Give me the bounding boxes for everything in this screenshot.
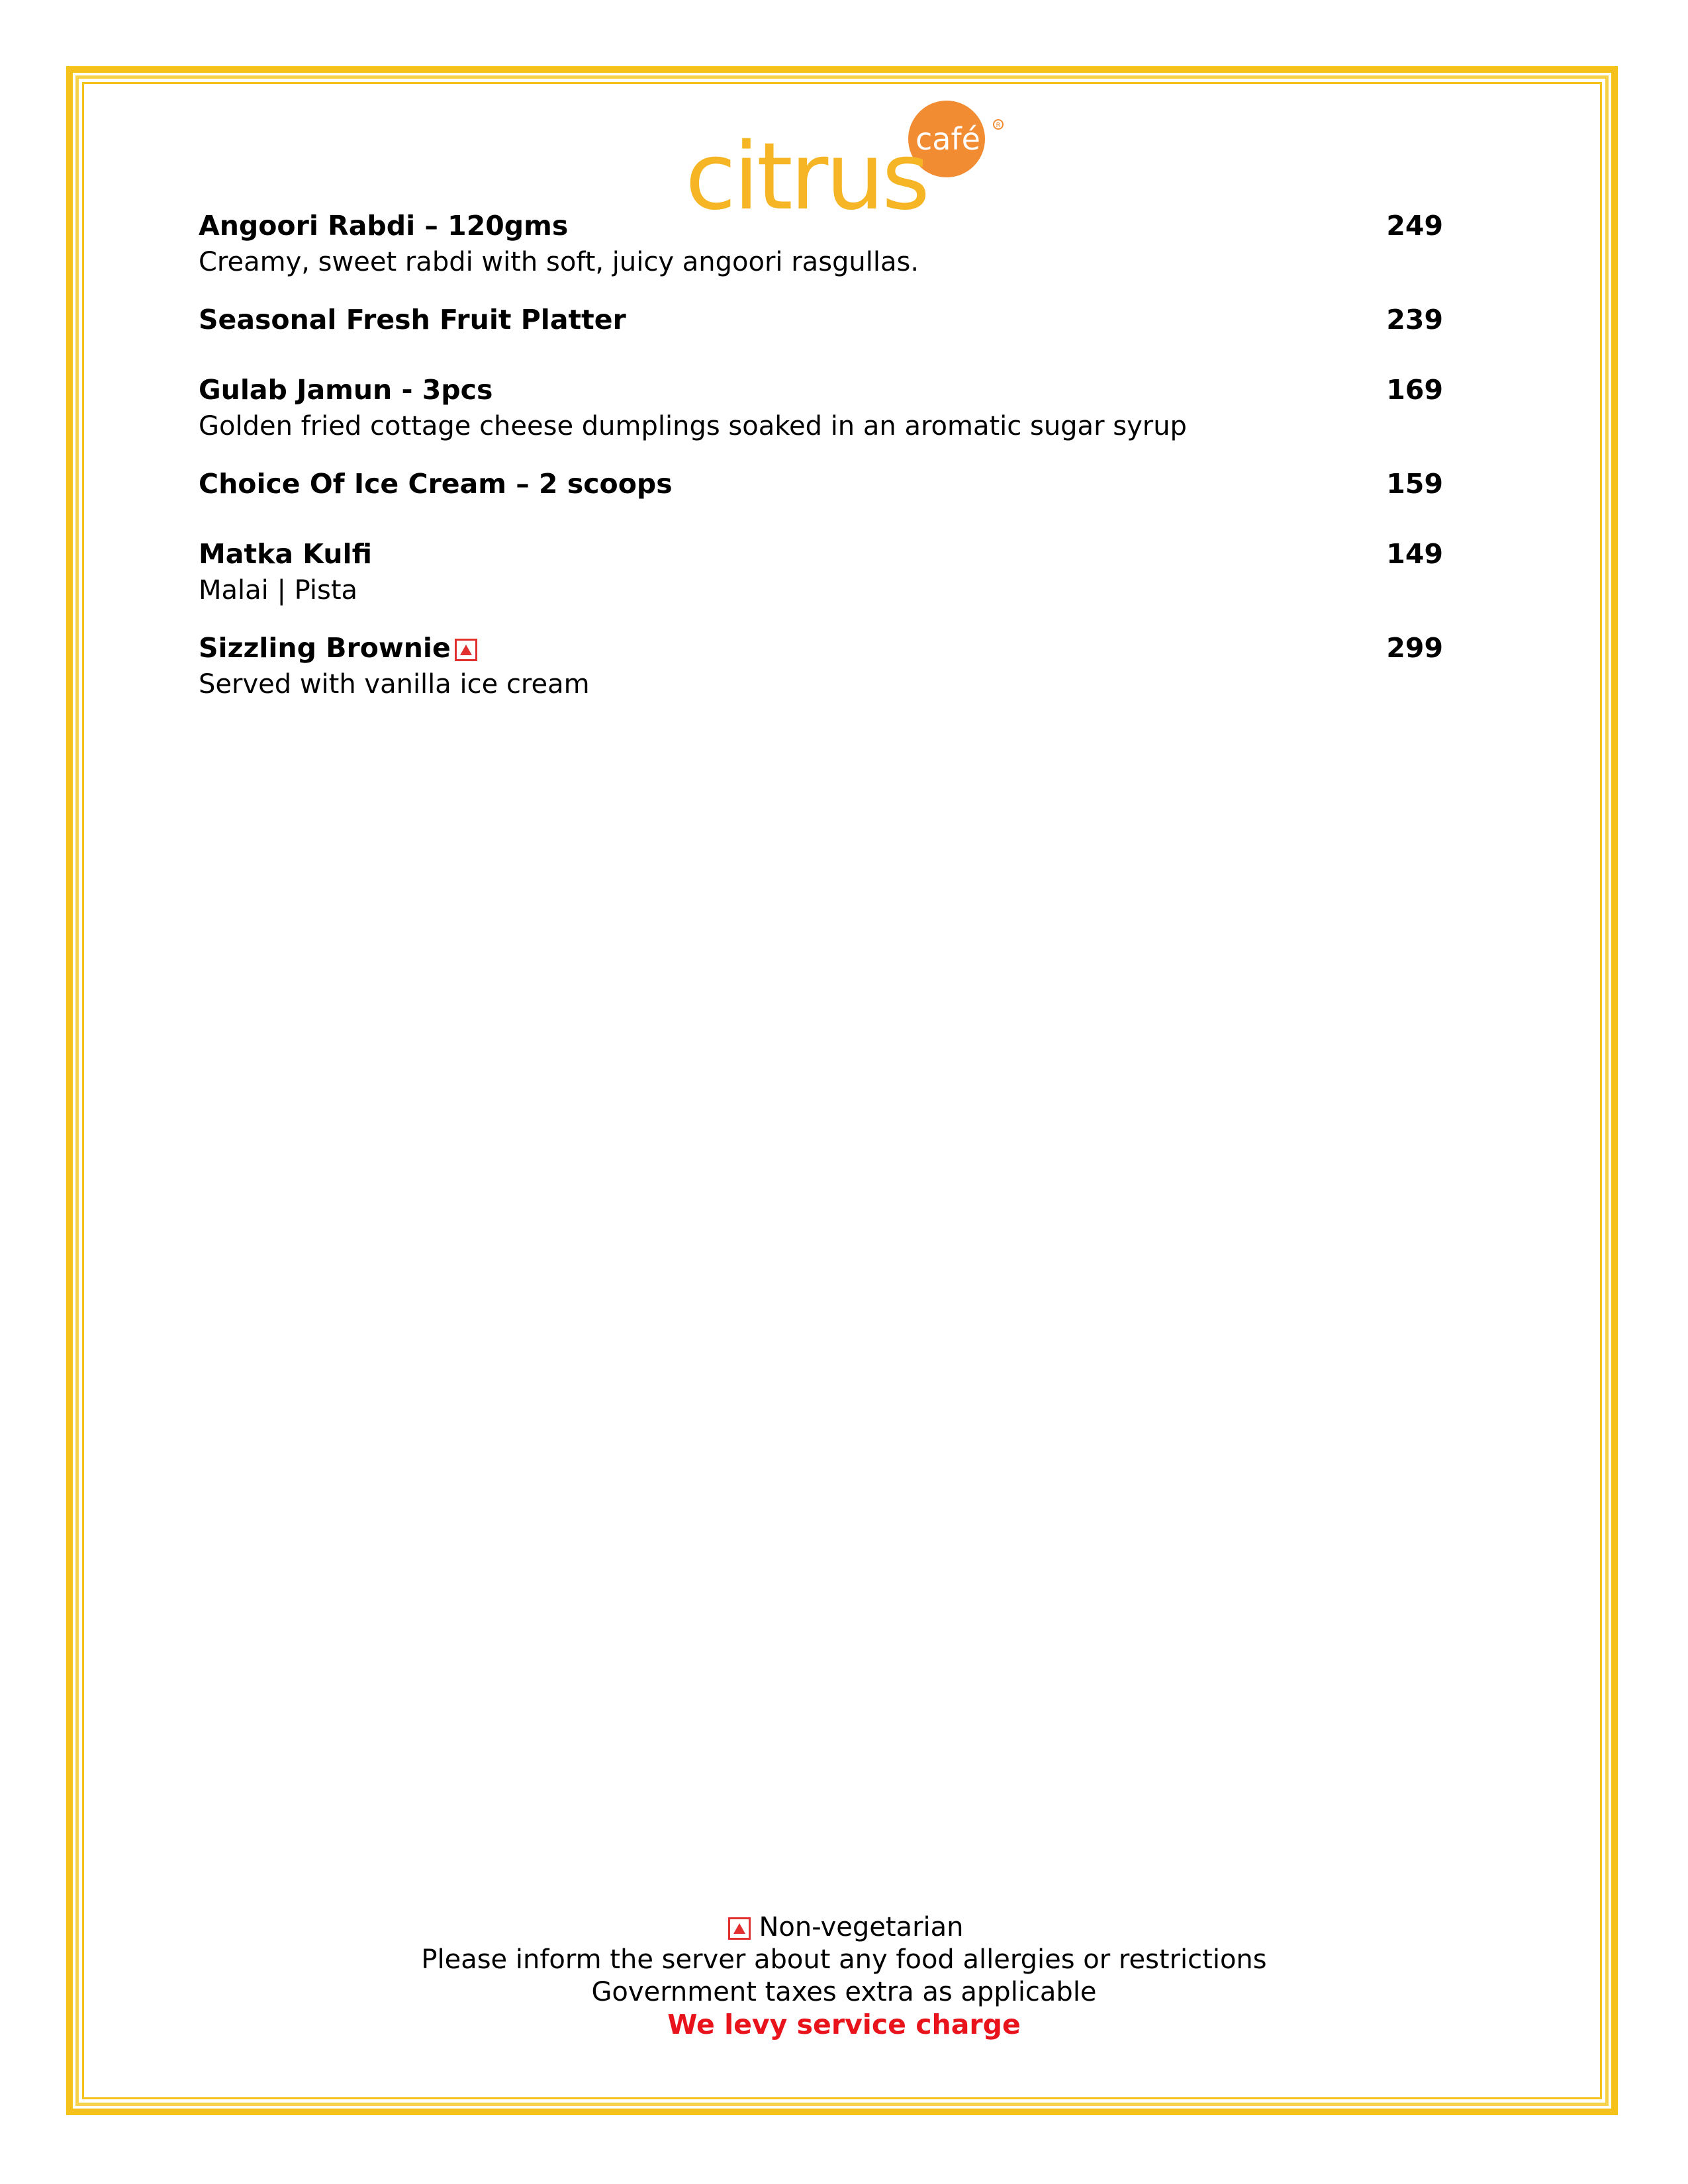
item-price: 169 (1386, 374, 1443, 406)
menu-item-fruit-platter (199, 300, 1443, 339)
dessert-menu (199, 206, 1443, 702)
menu-item-angoori-rabdi (199, 206, 1443, 279)
item-name: Angoori Rabdi – 120gms (199, 210, 569, 242)
non-veg-icon (728, 1917, 751, 1940)
item-name-wrapper (199, 629, 477, 667)
item-description: Creamy, sweet rabdi with soft, juicy angoori rasgullas. (199, 247, 919, 277)
item-name: Choice Of Ice Cream – 2 scoops (199, 468, 673, 500)
logo-badge-text: café (915, 121, 980, 157)
item-price: 299 (1386, 632, 1443, 664)
legend-label: Non-vegetarian (759, 1912, 964, 1942)
item-name: Matka Kulfi (199, 538, 372, 570)
allergy-note: Please inform the server about any food allergies or restrictions (421, 1944, 1267, 1975)
menu-footer (0, 1911, 1688, 2041)
menu-item-ice-cream (199, 465, 1443, 503)
item-price: 249 (1386, 210, 1443, 242)
svg-text:R: R (996, 122, 1001, 129)
item-description: Malai | Pista (199, 575, 358, 606)
menu-item-sizzling-brownie (199, 629, 1443, 702)
menu-item-gulab-jamun (199, 371, 1443, 443)
tax-note: Government taxes extra as applicable (591, 1977, 1097, 2007)
item-price: 159 (1386, 468, 1443, 500)
non-veg-icon (455, 639, 477, 661)
item-price: 149 (1386, 538, 1443, 570)
item-name: Sizzling Brownie (199, 632, 451, 664)
logo-wordmark: citrus (685, 123, 927, 225)
item-description: Served with vanilla ice cream (199, 669, 590, 700)
service-charge-note: We levy service charge (667, 2009, 1021, 2040)
menu-item-matka-kulfi (199, 535, 1443, 608)
item-price: 239 (1386, 304, 1443, 336)
item-name: Seasonal Fresh Fruit Platter (199, 304, 626, 336)
legend-line (0, 1911, 1688, 1944)
item-description: Golden fried cottage cheese dumplings soaked in an aromatic sugar syrup (199, 411, 1187, 441)
item-name: Gulab Jamun - 3pcs (199, 374, 493, 406)
